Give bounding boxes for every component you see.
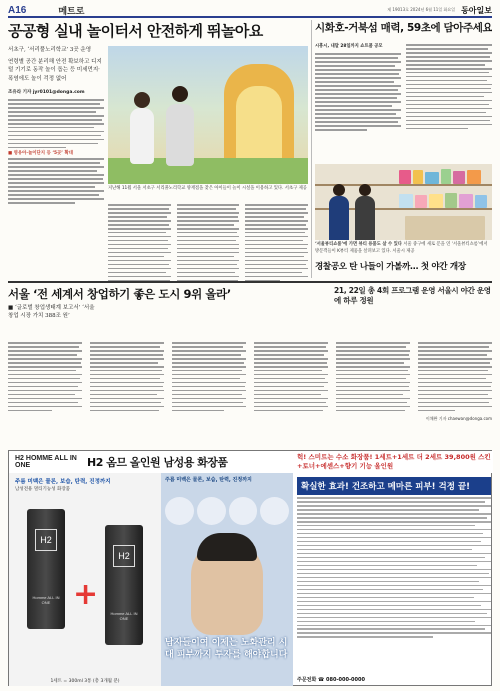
ad-body-text bbox=[297, 497, 491, 638]
article-title: 시화호-거북섬 매력, 59초에 담아주세요 bbox=[315, 22, 492, 34]
ad-headline: H2 옴므 올인원 남성용 화장품 bbox=[87, 456, 228, 469]
column-divider bbox=[311, 20, 312, 278]
page-number: A16 bbox=[8, 4, 27, 16]
body-columns bbox=[8, 342, 492, 422]
ad-highlight-banner: 확실한 효과! 건조하고 메마른 피부! 걱정 끝! bbox=[297, 477, 491, 495]
section-name: 메트로 bbox=[58, 6, 85, 17]
article-title: 공공형 실내 놀이터서 안전하게 뛰놀아요 bbox=[8, 22, 263, 40]
body-text bbox=[8, 158, 104, 203]
bottle-label: H2 bbox=[35, 529, 57, 551]
issue-meta: 제 19013호 2024년 6월 11일 화요일 bbox=[387, 7, 456, 12]
body-columns bbox=[315, 44, 492, 131]
benefit-icon bbox=[197, 497, 226, 525]
caption-text: 서울 중구에 새로 문을 연 ‘서울뷰티쇼룸’에서 방문객들이 K뷰티 제품을 살펴보고 있다. 서울시 제공 bbox=[315, 242, 488, 254]
photo-caption: 지난해 11월 서울 서초구 서리풀노리학교 양재점을 찾은 아이들이 놀이 시설을 이용하고 있다. 서초구 제공 bbox=[108, 186, 307, 191]
byline: 조유라 기자 jyr0101@donga.com bbox=[8, 90, 85, 95]
ad-subtagline: 남성전용 멀티기능성 화장품 bbox=[15, 487, 71, 492]
side-article-title: 21, 22일 총 4회 프로그램 운영 서울시 야간 운영에 하루 정원 bbox=[334, 286, 491, 305]
article-subtitle: 경찰공오 탄 나들이 가볼까… 첫 야간 개장 bbox=[315, 262, 466, 272]
product-bottle bbox=[105, 525, 143, 645]
article-deck: 서초구, ‘서리풀노리학교’ 3곳 운영 bbox=[8, 47, 92, 53]
benefit-icon bbox=[260, 497, 289, 525]
article-title: 서울 ‘전 세계서 창업하기 좋은 도시 9위 올라’ bbox=[8, 287, 231, 301]
reporter-email: 이채완 기자 chaewan@donga.com bbox=[425, 415, 492, 421]
article-startup bbox=[8, 286, 492, 446]
ad-slogan: 남자들이여 이제는 노화관리 시대 피부까지 투자를 해야합니다 bbox=[165, 638, 288, 660]
ad-logo: H2 HOMME ALL IN ONE bbox=[15, 455, 77, 469]
newspaper-brand: 동아일보 bbox=[461, 4, 492, 15]
bottle-sublabel: Homme ALL IN ONE bbox=[32, 595, 60, 605]
playground-photo bbox=[108, 46, 308, 184]
ad-text-panel bbox=[293, 451, 491, 685]
benefit-icons bbox=[165, 497, 289, 525]
photo-caption bbox=[315, 242, 492, 255]
article-sihwa bbox=[315, 20, 492, 278]
side-article-header bbox=[334, 286, 492, 306]
cosmetics-advertisement[interactable] bbox=[8, 450, 492, 686]
ad-set-note: 1세트 = 300ml 3통 (총 3개월 분) bbox=[50, 679, 120, 684]
caption-headline: ‘서울뷰티쇼룸’에 가면 뷰티 용품도 살 수 있다 bbox=[315, 242, 402, 247]
beauty-showroom-photo bbox=[315, 164, 492, 240]
section-divider bbox=[8, 281, 492, 283]
article-deck: ■ ‘글로벌 창업생태계 보고서’ ‘서울 창업 시장 가치 388조 원’ bbox=[8, 305, 95, 319]
ad-product-panel bbox=[9, 473, 161, 686]
bottle-sublabel: Homme ALL IN ONE bbox=[110, 611, 138, 621]
article-lead-column bbox=[8, 46, 104, 204]
masthead bbox=[8, 4, 492, 18]
article-deck-detail: 연령별 공간 분리해 안전 확보하고 디지털 기기로 동작 놀이 돕는 등 미세먼지·폭염에도 놀이 걱정 없어 bbox=[8, 58, 102, 82]
product-bottle bbox=[27, 509, 65, 629]
benefit-icon bbox=[165, 497, 194, 525]
article-playground bbox=[8, 20, 308, 278]
body-columns bbox=[108, 204, 308, 281]
article-lead: 시흥시, 내달 28일까지 쇼트폼 공모 bbox=[315, 44, 383, 49]
ad-model-panel bbox=[161, 473, 293, 686]
ad-order-phone[interactable]: 주문전화 ☎ 080-000-0000 bbox=[297, 677, 365, 683]
model-photo bbox=[191, 539, 263, 635]
benefit-icon bbox=[229, 497, 258, 525]
plus-icon: + bbox=[73, 577, 99, 612]
body-text bbox=[8, 99, 104, 148]
bottle-label: H2 bbox=[113, 545, 135, 567]
ad-benefit-text: 주름 미백은 물론, 보습, 탄력, 진정까지 bbox=[165, 477, 252, 483]
ad-tagline: 주름 미백은 물론, 보습, 탄력, 진정까지 bbox=[15, 479, 111, 485]
subhead: ■ 영유아·놀이단지 등 ‘5곳’ 확대 bbox=[8, 151, 73, 157]
ad-price-offer: 헉! 스미트는 수소 화장품! 1세트+1세트 더 2세트 39,800원 스킨+토너+에센스+향기 기능 올인원 bbox=[297, 453, 491, 470]
